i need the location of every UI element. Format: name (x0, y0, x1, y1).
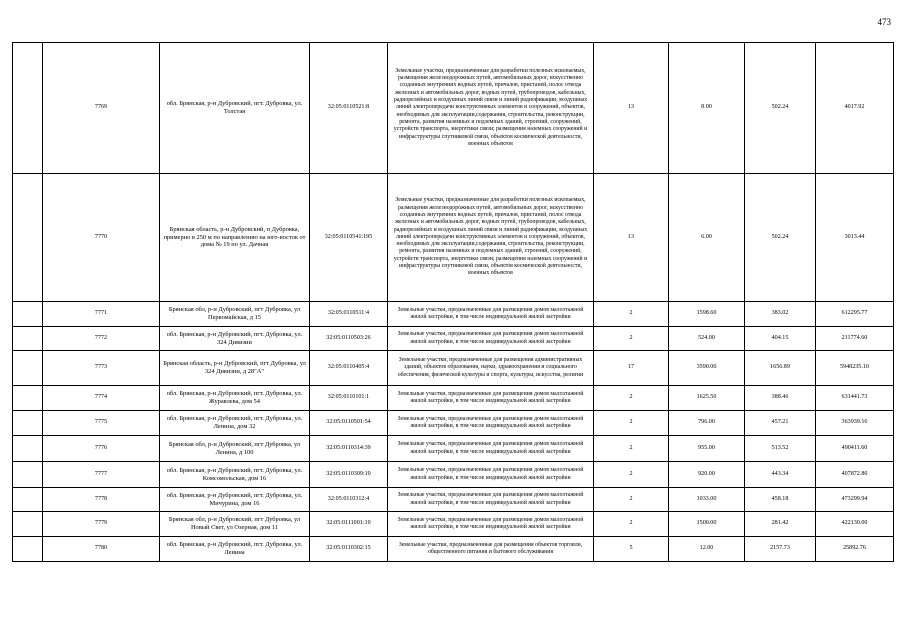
use-group-cell: 13 (594, 43, 669, 174)
row-blank-cell (13, 43, 43, 174)
row-number-cell: 7773 (43, 351, 160, 386)
cadastral-value-cell: 4017.92 (816, 43, 894, 174)
cadastral-number-cell: 32:05:0111001:10 (310, 512, 388, 537)
land-use-purpose-cell: Земельные участки, предназначенные для размещения домов малоэтажной жилой застройки, в том числе индивидуальной жилой застройки (388, 302, 594, 327)
land-use-purpose-cell: Земельные участки, предназначенные для разработки полезных ископаемых, размещения железнодорожных путей, автомобильных дорог, искусственно созданных внутренних водных путей, причалов, пристаней, полос отвода железных и автомобильных дорог, водных путей, трубопроводов, кабельных, радиорелейных и воздушных линий связи и линий радиофикации, воздушных линий электропередачи конструктивных элементов и сооружений, объектов, необходимых для эксплуатации,содержания, строительства, реконструкции, ремонта, развития наземных и подземных зданий, строений, сооружений, устройств транспорта, энергетики связи; размещения наземных сооружений и инфраструктуры спутниковой связи, объектов космической деятельности, военных объектов (388, 174, 594, 302)
use-group-cell: 2 (594, 436, 669, 462)
table-row (13, 174, 894, 302)
cadastral-number-cell: 32:05:0110521:8 (310, 43, 388, 174)
row-blank-cell (13, 302, 43, 327)
use-group-cell: 2 (594, 386, 669, 411)
use-group-cell: 5 (594, 537, 669, 562)
area-cell: 1598.60 (669, 302, 745, 327)
area-cell: 6.00 (669, 174, 745, 302)
area-cell: 1033.00 (669, 488, 745, 512)
address-cell: Брянская обл, р-н Дубровский, пгт Дубровка, ул Ленина, д 100 (160, 436, 310, 462)
row-number-cell: 7771 (43, 302, 160, 327)
land-use-purpose-cell: Земельные участки, предназначенные для размещения домов малоэтажной жилой застройки, в том числе индивидуальной жилой застройки (388, 488, 594, 512)
address-cell: Брянская обл, р-н Дубровский, пгт Дубровка, ул Новый Свет, ул Озерная, дом 11 (160, 512, 310, 537)
table-body (13, 43, 894, 562)
cadastral-value-cell: 25892.76 (816, 537, 894, 562)
row-blank-cell (13, 351, 43, 386)
cadastral-value-cell: 211774.60 (816, 327, 894, 351)
cadastral-number-cell: 32:05:0110405:4 (310, 351, 388, 386)
land-use-purpose-cell: Земельные участки, предназначенные для размещения административных зданий, объектов образования, науки, здравоохранения и социального обеспечения, физической культуры и спорта, культуры, искусства, религии (388, 351, 594, 386)
cadastral-value-cell: 631441.73 (816, 386, 894, 411)
cadastral-value-cell: 422130.00 (816, 512, 894, 537)
cadastral-number-cell: 32:05:0110541:195 (310, 174, 388, 302)
cadastral-value-cell: 612295.77 (816, 302, 894, 327)
cadastral-value-cell: 407872.80 (816, 462, 894, 488)
page-number: 473 (877, 17, 891, 27)
table-row (13, 411, 894, 436)
area-cell: 1625.50 (669, 386, 745, 411)
row-number-cell: 7775 (43, 411, 160, 436)
table-row (13, 436, 894, 462)
address-cell: обл. Брянская, р-н Дубровский, пгт. Дубровка, ул. Мичурина, дом 16 (160, 488, 310, 512)
row-blank-cell (13, 327, 43, 351)
row-blank-cell (13, 537, 43, 562)
address-cell: обл. Брянская, р-н Дубровский, пгт. Дубровка, ул. Толстая (160, 43, 310, 174)
row-number-cell: 7774 (43, 386, 160, 411)
address-cell: Брянская область, р-н Дубровский, п Дубровка, примерно в 250 м по направлению на юго-восток от дома № 19 по ул. Дачная (160, 174, 310, 302)
address-cell: обл. Брянская, р-н Дубровский, пгт. Дубровка, ул. Журавлева, дом 54 (160, 386, 310, 411)
row-number-cell: 7777 (43, 462, 160, 488)
area-cell: 524.00 (669, 327, 745, 351)
land-use-purpose-cell: Земельные участки, предназначенные для размещения домов малоэтажной жилой застройки, в том числе индивидуальной жилой застройки (388, 512, 594, 537)
specific-value-cell: 404.15 (745, 327, 816, 351)
cadastral-number-cell: 32:05:0110501:54 (310, 411, 388, 436)
area-cell: 1500.00 (669, 512, 745, 537)
specific-value-cell: 388.46 (745, 386, 816, 411)
row-number-cell: 7780 (43, 537, 160, 562)
cadastral-number-cell: 32:05:0110503:26 (310, 327, 388, 351)
use-group-cell: 2 (594, 462, 669, 488)
row-blank-cell (13, 386, 43, 411)
row-blank-cell (13, 462, 43, 488)
area-cell: 796.00 (669, 411, 745, 436)
cadastral-value-cell: 490411.60 (816, 436, 894, 462)
specific-value-cell: 2157.73 (745, 537, 816, 562)
use-group-cell: 2 (594, 411, 669, 436)
land-use-purpose-cell: Земельные участки, предназначенные для размещения домов малоэтажной жилой застройки, в том числе индивидуальной жилой застройки (388, 436, 594, 462)
area-cell: 12.00 (669, 537, 745, 562)
address-cell: обл. Брянская, р-н Дубровский, пгт. Дубровка, ул. Ленина, дом 32 (160, 411, 310, 436)
area-cell: 920.00 (669, 462, 745, 488)
specific-value-cell: 281.42 (745, 512, 816, 537)
land-use-purpose-cell: Земельные участки, предназначенные для размещения домов малоэтажной жилой застройки, в том числе индивидуальной жилой застройки (388, 411, 594, 436)
row-blank-cell (13, 411, 43, 436)
row-number-cell: 7776 (43, 436, 160, 462)
row-number-cell: 7779 (43, 512, 160, 537)
cadastral-value-table (12, 42, 894, 562)
use-group-cell: 2 (594, 512, 669, 537)
specific-value-cell: 513.52 (745, 436, 816, 462)
land-use-purpose-cell: Земельные участки, предназначенные для размещения домов малоэтажной жилой застройки, в том числе индивидуальной жилой застройки (388, 386, 594, 411)
row-number-cell: 7770 (43, 174, 160, 302)
row-blank-cell (13, 174, 43, 302)
use-group-cell: 2 (594, 327, 669, 351)
row-number-cell: 7769 (43, 43, 160, 174)
cadastral-value-cell: 363939.16 (816, 411, 894, 436)
use-group-cell: 2 (594, 488, 669, 512)
table-row (13, 351, 894, 386)
address-cell: обл. Брянская, р-н Дубровский, пгт. Дубровка, ул. 324 Дивизии (160, 327, 310, 351)
table-row (13, 462, 894, 488)
specific-value-cell: 443.34 (745, 462, 816, 488)
cadastral-number-cell: 32:05:0110511:4 (310, 302, 388, 327)
address-cell: обл. Брянская, р-н Дубровский, пгт. Дубровка, ул. Ленина (160, 537, 310, 562)
specific-value-cell: 502.24 (745, 174, 816, 302)
specific-value-cell: 458.18 (745, 488, 816, 512)
specific-value-cell: 457.21 (745, 411, 816, 436)
address-cell: Брянская область, р-н Дубровский, пгт Дубровка, ул 324 Дивизии, д 28"А" (160, 351, 310, 386)
area-cell: 955.00 (669, 436, 745, 462)
use-group-cell: 13 (594, 174, 669, 302)
row-blank-cell (13, 512, 43, 537)
specific-value-cell: 383.02 (745, 302, 816, 327)
land-use-purpose-cell: Земельные участки, предназначенные для размещения объектов торговли, общественного питания и бытового обслуживания (388, 537, 594, 562)
land-use-purpose-cell: Земельные участки, предназначенные для размещения домов малоэтажной жилой застройки, в том числе индивидуальной жилой застройки (388, 327, 594, 351)
cadastral-value-cell: 473299.94 (816, 488, 894, 512)
table-row (13, 488, 894, 512)
cadastral-number-cell: 32:05:0110302:15 (310, 537, 388, 562)
row-blank-cell (13, 436, 43, 462)
use-group-cell: 2 (594, 302, 669, 327)
land-use-purpose-cell: Земельные участки, предназначенные для разработки полезных ископаемых, размещения железнодорожных путей, автомобильных дорог, искусственно созданных внутренних водных путей, причалов, пристаней, полос отвода железных и автомобильных дорог, водных путей, трубопроводов, кабельных, радиорелейных и воздушных линий связи и линий радиофикации, воздушных линий электропередачи конструктивных элементов и сооружений, объектов, необходимых для эксплуатации,содержания, строительства, реконструкции, ремонта, развития наземных и подземных зданий, строений, сооружений, устройств транспорта, энергетики связи; размещения наземных сооружений и инфраструктуры спутниковой связи, объектов космической деятельности, военных объектов (388, 43, 594, 174)
use-group-cell: 17 (594, 351, 669, 386)
cadastral-value-cell: 5948235.10 (816, 351, 894, 386)
cadastral-value-cell: 3013.44 (816, 174, 894, 302)
table-row (13, 512, 894, 537)
table-row (13, 386, 894, 411)
cadastral-number-cell: 32:05:0110101:1 (310, 386, 388, 411)
cadastral-number-cell: 32:05:0110312:4 (310, 488, 388, 512)
cadastral-number-cell: 32:05:0110314:39 (310, 436, 388, 462)
address-cell: обл. Брянская, р-н Дубровский, пгт. Дубровка, ул. Комсомольская, дом 16 (160, 462, 310, 488)
area-cell: 8.00 (669, 43, 745, 174)
row-blank-cell (13, 488, 43, 512)
land-use-purpose-cell: Земельные участки, предназначенные для размещения домов малоэтажной жилой застройки, в том числе индивидуальной жилой застройки (388, 462, 594, 488)
row-number-cell: 7778 (43, 488, 160, 512)
specific-value-cell: 1656.89 (745, 351, 816, 386)
table-row (13, 302, 894, 327)
specific-value-cell: 502.24 (745, 43, 816, 174)
row-number-cell: 7772 (43, 327, 160, 351)
table-row (13, 43, 894, 174)
table-row (13, 537, 894, 562)
cadastral-number-cell: 32:05:0110309:10 (310, 462, 388, 488)
table-row (13, 327, 894, 351)
address-cell: Брянская обл, р-н Дубровский, пгт Дубровка, ул Первомайская, д 15 (160, 302, 310, 327)
area-cell: 3590.00 (669, 351, 745, 386)
